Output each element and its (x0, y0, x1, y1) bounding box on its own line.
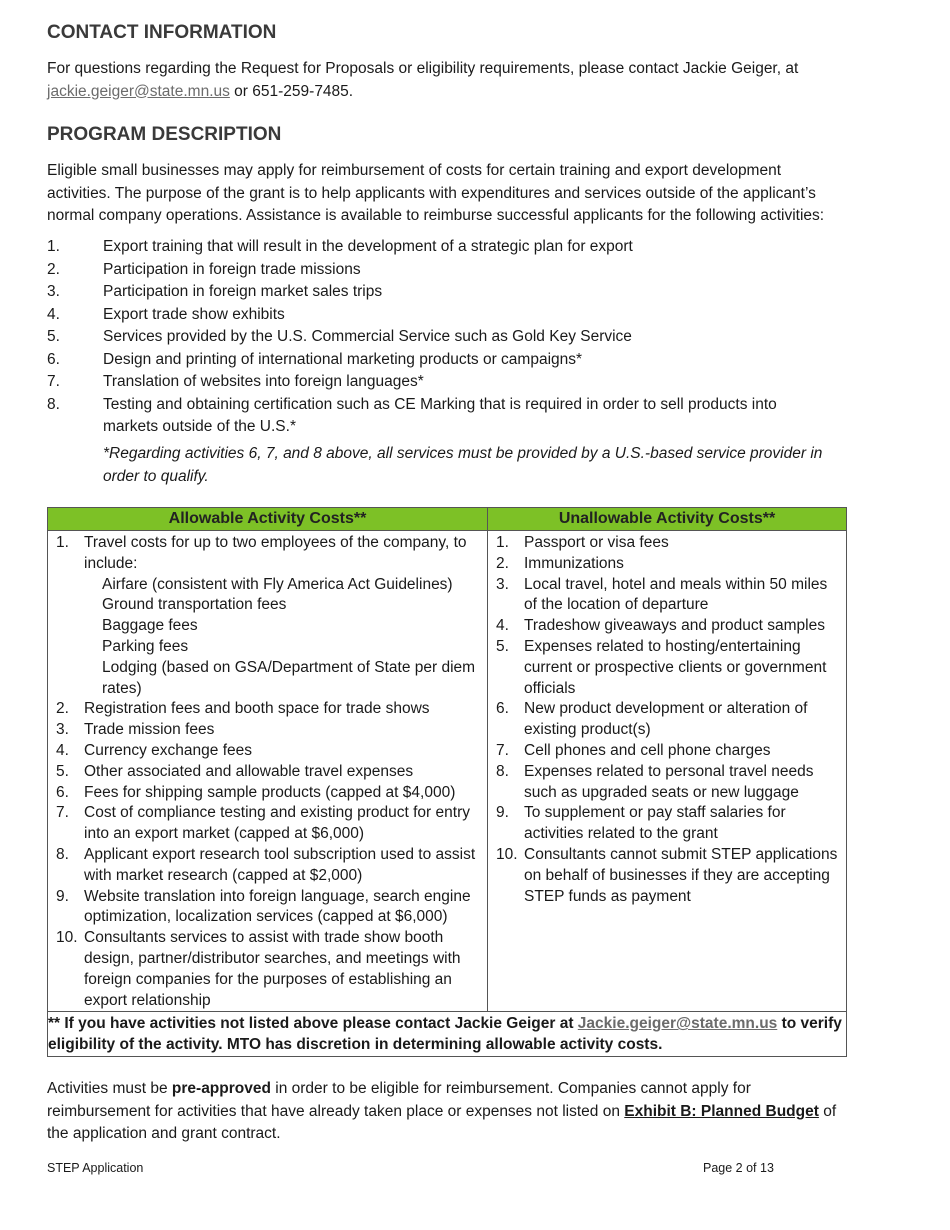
contact-heading: CONTACT INFORMATION (47, 22, 277, 43)
unallowable-item: 9. To supplement or pay staff salaries for activities related to the grant (496, 804, 786, 843)
unallowable-item: 8. Expenses related to personal travel needs such as upgraded seats or new luggage (496, 762, 814, 801)
allowable-item: 6. Fees for shipping sample products (capped at $4,000) (56, 783, 456, 801)
activity-item: 3. Participation in foreign market sales trips (47, 283, 383, 300)
footer-email-link[interactable]: Jackie.geiger@state.mn.us (577, 1015, 778, 1033)
allowable-item: 5. Other associated and allowable travel expenses (56, 762, 414, 780)
preapproval-paragraph: Activities must be pre-approved in order to be eligible for reimbursement. Companies cannot apply for reimbursement for activities that have already taken place or expenses not listed on Exhibit B: Planned Budget of the application and grant contract. (47, 1080, 837, 1142)
unallowable-cell (488, 531, 847, 1012)
program-paragraph: Eligible small businesses may apply for reimbursement of costs for certain training and export development activities. The purpose of the grant is to help applicants with expenditures and services outside of the applicant’s normal company operations. Assistance is available to reimburse successful applicants for the following activities: (47, 162, 825, 224)
allowable-item: 2. Registration fees and booth space for trade shows (56, 700, 430, 718)
table-footer-note: ** If you have activities not listed above please contact Jackie Geiger at Jackie.geiger@state.mn.us to verify eligibility of the activity. MTO has discretion in determining allowable activity costs. (48, 1012, 847, 1057)
contact-text-after: or 651-259-7485. (229, 82, 354, 100)
unallowable-item: 5. Expenses related to hosting/entertaining current or prospective clients or government officials (496, 637, 827, 697)
activity-costs-table (47, 507, 847, 1057)
activity-item: 4. Export trade show exhibits (47, 305, 285, 323)
travel-subitem: Lodging (based on GSA/Department of State per diem rates) (102, 658, 476, 697)
exhibit-b-reference: Exhibit B: Planned Budget (624, 1102, 819, 1120)
allowable-list-cont (48, 699, 487, 1011)
unallowable-list (488, 533, 846, 907)
activity-item: 6. Design and printing of international marketing products or campaigns* (47, 350, 583, 368)
contact-paragraph (47, 58, 847, 103)
unallowable-item: 7. Cell phones and cell phone charges (496, 741, 771, 759)
allowable-cell (48, 531, 488, 1012)
pre-approved-text: pre-approved (171, 1080, 271, 1097)
travel-subitems (48, 575, 487, 700)
activity-item: 8. Testing and obtaining certification such as CE Marking that is required in order to sell products into markets outside of the U.S.* (47, 395, 777, 435)
unallowable-item: 2. Immunizations (496, 554, 624, 572)
footer-document-name: STEP Application (47, 1161, 144, 1175)
activity-item: 7. Translation of websites into foreign languages* (47, 373, 424, 390)
unallowable-item: 6. New product development or alteration of existing product(s) (496, 700, 808, 739)
allowable-item: 3. Trade mission fees (56, 721, 215, 739)
allowable-item: 7. Cost of compliance testing and existing product for entry into an export market (capped at $6,000) (56, 804, 470, 843)
activity-item: 1. Export training that will result in the development of a strategic plan for export (47, 238, 633, 255)
allowable-header: Allowable Activity Costs** (48, 508, 488, 531)
allowable-item: 4. Currency exchange fees (56, 741, 253, 759)
travel-subitem: Baggage fees (102, 617, 198, 635)
activity-note: *Regarding activities 6, 7, and 8 above, all services must be provided by a U.S.-based service provider in order to qualify. (103, 445, 823, 485)
program-heading: PROGRAM DESCRIPTION (47, 124, 282, 145)
allowable-item: 1. Travel costs for up to two employees of the company, to include: (56, 534, 467, 572)
unallowable-item: 1. Passport or visa fees (496, 534, 669, 551)
unallowable-item: 4. Tradeshow giveaways and product samples (496, 617, 825, 635)
activity-item: 2. Participation in foreign trade missions (47, 260, 361, 278)
allowable-item: 10. Consultants services to assist with trade show booth design, partner/distributor searches, and meetings with foreign companies for the purposes of establishing an export relationship (56, 929, 461, 1009)
allowable-list (48, 533, 487, 575)
unallowable-item: 3. Local travel, hotel and meals within 50 miles of the location of departure (496, 575, 828, 614)
travel-subitem: Ground transportation fees (102, 596, 287, 614)
allowable-item: 9. Website translation into foreign language, search engine optimization, localization services (capped at $6,000) (56, 887, 471, 926)
allowable-item: 8. Applicant export research tool subscription used to assist with market research (capped at $2,000) (56, 845, 476, 884)
contact-email-link[interactable]: jackie.geiger@state.mn.us (47, 82, 230, 100)
activity-item: 5. Services provided by the U.S. Commercial Service such as Gold Key Service (47, 328, 632, 345)
footer-page-number: Page 2 of 13 (703, 1161, 774, 1175)
unallowable-header: Unallowable Activity Costs** (488, 508, 847, 531)
unallowable-item: 10. Consultants cannot submit STEP applications on behalf of businesses if they are accepting STEP funds as payment (496, 845, 838, 905)
travel-subitem: Airfare (consistent with Fly America Act Guidelines) (102, 575, 453, 593)
activity-list (47, 236, 847, 439)
travel-subitem: Parking fees (102, 637, 189, 655)
contact-text-before: For questions regarding the Request for Proposals or eligibility requirements, please contact Jackie Geiger, at (47, 60, 799, 77)
